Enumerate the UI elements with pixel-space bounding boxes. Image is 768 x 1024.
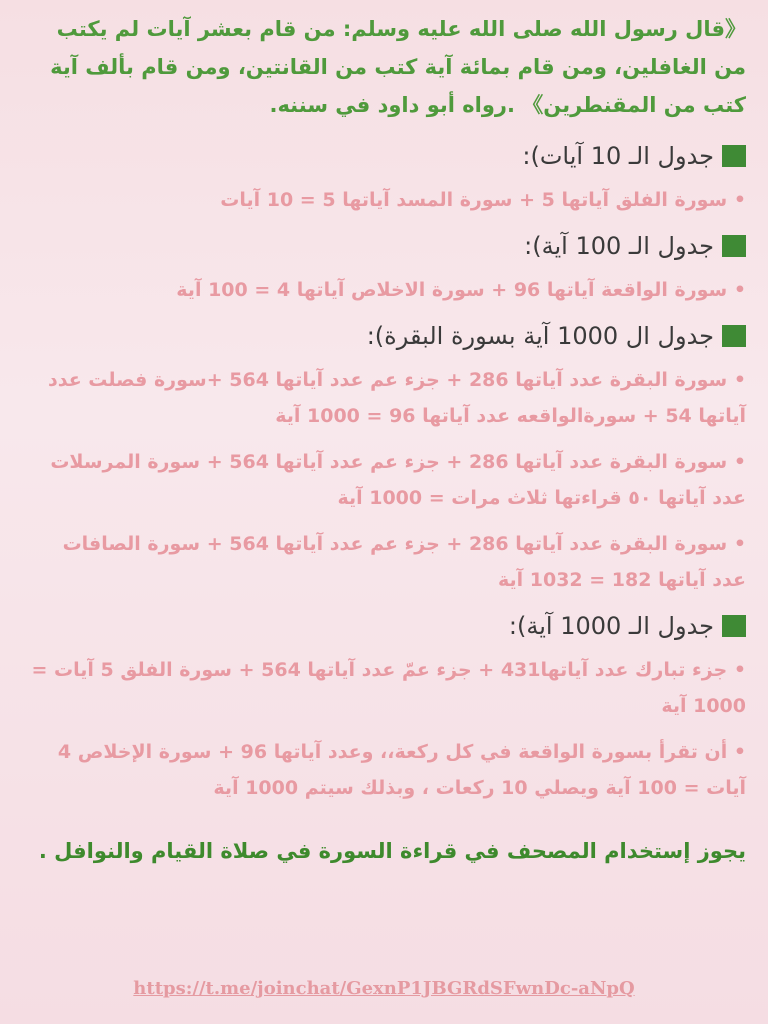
list-item: • سورة البقرة عدد آياتها 286 + جزء عم عدد آياتها 564 + سورة الصافات عدد آياتها 182 = 1032 آية <box>62 533 746 591</box>
list-item: • أن تقرأ بسورة الواقعة في كل ركعة،، وعدد آياتها 96 + سورة الإخلاص 4 آيات = 100 آية ويصلي 10 ركعات ، وبذلك سيتم 1000 آية <box>57 741 746 799</box>
section-10-ayat <box>30 138 746 218</box>
list-item: • سورة الفلق آياتها 5 + سورة المسد آياتها 5 = 10 آيات <box>220 189 746 211</box>
square-bullet-icon <box>722 615 746 637</box>
list-item: • سورة البقرة عدد آياتها 286 + جزء عم عدد آياتها 564 + سورة المرسلات عدد آياتها ٥٠ قراءتها ثلاث مرات = 1000 آية <box>50 451 746 509</box>
section-1000-ayah-baqarah <box>30 318 746 598</box>
square-bullet-icon <box>722 235 746 257</box>
section-heading-text: جدول الـ 100 آية): <box>524 232 714 260</box>
list-item: • سورة البقرة عدد آياتها 286 + جزء عم عدد آياتها 564 +سورة فصلت عدد آياتها 54 + سورةالواقعه عدد آياتها 96 = 1000 آية <box>47 369 746 427</box>
section-heading <box>30 318 746 354</box>
list-item: • سورة الواقعة آياتها 96 + سورة الاخلاص آياتها 4 = 100 آية <box>176 279 746 301</box>
section-heading-text: جدول الـ 1000 آية): <box>508 612 714 640</box>
section-100-ayah <box>30 228 746 308</box>
list-item: • جزء تبارك عدد آياتها431 + جزء عمّ عدد آياتها 564 + سورة الفلق 5 آيات = 1000 آية <box>31 659 746 717</box>
section-heading-text: جدول الـ 10 آيات): <box>522 142 714 170</box>
square-bullet-icon <box>722 145 746 167</box>
section-1000-ayah <box>30 608 746 806</box>
section-heading <box>30 138 746 174</box>
section-heading <box>30 228 746 264</box>
mushaf-note: يجوز إستخدام المصحف في قراءة السورة في صلاة القيام والنوافل . <box>38 839 746 863</box>
hadith-quote: 《قال رسول الله صلى الله عليه وسلم: من قام بعشر آيات لم يكتب من الغافلين، ومن قام بمائة آية كتب من القانتين، ومن قام بألف آية كتب من المقنطرين》 .رواه أبو داود في سننه. <box>50 17 746 117</box>
telegram-link[interactable]: https://t.me/joinchat/GexnP1JBGRdSFwnDc-aNpQ <box>133 978 635 999</box>
section-heading-text: جدول ال 1000 آية بسورة البقرة): <box>366 322 714 350</box>
square-bullet-icon <box>722 325 746 347</box>
section-heading <box>30 608 746 644</box>
